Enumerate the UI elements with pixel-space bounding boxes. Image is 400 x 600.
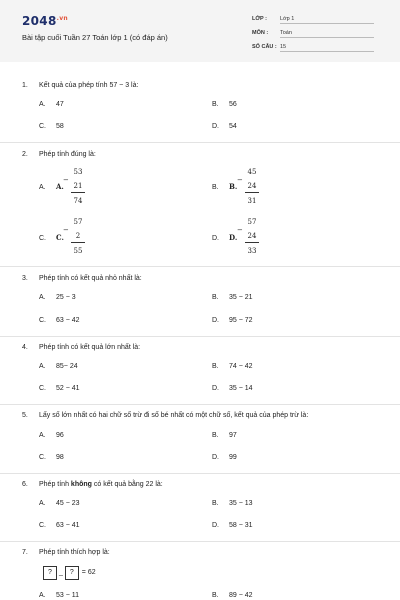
q5-option-c[interactable]: C. 98	[39, 454, 64, 461]
question-1: 1. Kết quả của phép tính 57 − 3 là:	[22, 82, 139, 89]
divider	[0, 266, 400, 267]
divider	[0, 336, 400, 337]
divider	[0, 142, 400, 143]
page-title: Bài tập cuối Tuần 27 Toán lớp 1 (có đáp án)	[22, 33, 168, 42]
q6-option-d[interactable]: D. 58 − 31	[212, 522, 253, 529]
q5-option-b[interactable]: B. 97	[212, 432, 237, 439]
question-3: 3. Phép tính có kết quả nhỏ nhất là:	[22, 275, 142, 282]
q4-option-c[interactable]: C. 52 − 41	[39, 385, 80, 392]
q2-option-b[interactable]: B. B.	[212, 182, 238, 191]
question-5: 5. Lấy số lớn nhất có hai chữ số trừ đi số bé nhất có một chữ số, kết quả của phép trừ là:	[22, 412, 309, 419]
divider	[0, 473, 400, 474]
q6-option-c[interactable]: C. 63 − 41	[39, 522, 80, 529]
q6-option-a[interactable]: A. 45 − 23	[39, 500, 80, 507]
worksheet-header	[0, 0, 400, 62]
q6-option-b[interactable]: B. 35 − 13	[212, 500, 253, 507]
q1-option-d[interactable]: D. 54	[212, 123, 237, 130]
question-4: 4. Phép tính có kết quả lớn nhất là:	[22, 344, 141, 351]
q2-option-a[interactable]: A. A.	[39, 182, 64, 191]
field-question-count: SỐ CÂU : 15	[252, 44, 374, 52]
blank-box[interactable]: ?	[43, 566, 57, 580]
q7-option-a[interactable]: A. 53 − 11	[39, 592, 80, 599]
q7-option-b[interactable]: B. 89 − 42	[212, 592, 253, 599]
q3-option-c[interactable]: C. 63 − 42	[39, 317, 80, 324]
q1-option-b[interactable]: B. 56	[212, 101, 237, 108]
q3-option-d[interactable]: D. 95 − 72	[212, 317, 253, 324]
q5-option-a[interactable]: A. 96	[39, 432, 64, 439]
q4-option-a[interactable]: A. 85− 24	[39, 363, 78, 370]
q4-option-d[interactable]: D. 35 − 14	[212, 385, 253, 392]
field-subject: MÔN : Toán	[252, 30, 374, 38]
q3-option-a[interactable]: A. 25 − 3	[39, 294, 76, 301]
site-logo[interactable]: $2048^{.vn}$	[22, 14, 68, 28]
blank-box[interactable]: ?	[65, 566, 79, 580]
q2-option-c[interactable]: C. C.	[39, 233, 64, 242]
q3-option-b[interactable]: B. 35 − 21	[212, 294, 253, 301]
divider	[0, 404, 400, 405]
field-grade: LỚP : Lớp 1	[252, 16, 374, 24]
q7-equation: ? _ ? = 62	[43, 566, 96, 580]
q1-option-c[interactable]: C. 58	[39, 123, 64, 130]
q5-option-d[interactable]: D. 99	[212, 454, 237, 461]
q2-option-d[interactable]: D. D.	[212, 233, 238, 242]
question-2: 2. Phép tính đúng là:	[22, 151, 96, 158]
question-7: 7. Phép tính thích hợp là:	[22, 549, 110, 556]
question-6: 6. Phép tính không có kết quả bằng 22 là:	[22, 481, 163, 488]
q4-option-b[interactable]: B. 74 − 42	[212, 363, 253, 370]
divider	[0, 541, 400, 542]
q1-option-a[interactable]: A. 47	[39, 101, 64, 108]
